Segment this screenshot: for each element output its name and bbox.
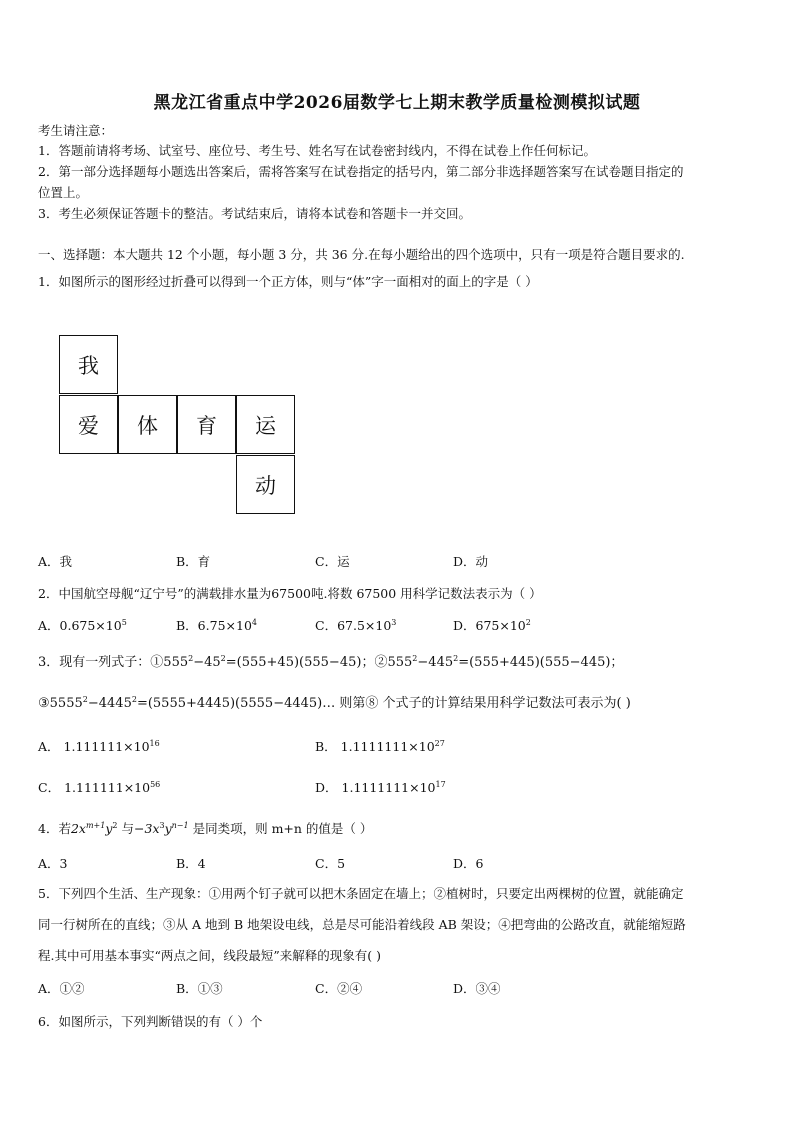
q3-option-d-base: 1.1111111×10 — [341, 780, 436, 795]
q4-stem — [38, 819, 372, 837]
q5-line: 程.其中可用基本事实“两点之间，线段最短”来解释的现象有( ) — [38, 948, 381, 963]
page-title: 黑龙江省重点中学2026届数学七上期末教学质量检测模拟试题 — [153, 93, 641, 113]
q4-option-c: C．5 — [315, 856, 346, 871]
q4-option-b: B．4 — [176, 856, 206, 871]
net-cell: 运 — [236, 395, 295, 454]
q4-monomial2: −3x — [134, 821, 160, 836]
q3-expr2-b: 445 — [428, 655, 454, 670]
net-cell: 育 — [177, 395, 236, 454]
q3-option-b — [315, 737, 445, 755]
q3-expr3-rest: =(5555+4445)(5555−4445)… — [136, 696, 336, 711]
q2-option-b-label: B．6.75×10 — [176, 618, 252, 633]
notice-item: 1．答题前请将考场、试室号、座位号、考生号、姓名写在试卷密封线内，不得在试卷上作任何标记。 — [38, 143, 596, 158]
q3-option-d-exp: 17 — [435, 780, 446, 789]
net-cell: 爱 — [59, 395, 118, 454]
q3-line1: 3．现有一列式子：$①555^2-45^2=(555+45)(555-45)$；$②555^2-445^2=(555+445)(555-445)$； — [38, 654, 624, 670]
q2-option-c — [315, 616, 396, 634]
q2-option-c-label: C．67.5×10 — [315, 618, 392, 633]
notice-item: 位置上。 — [38, 185, 89, 200]
q3-prefix: 3．现有一列式子： — [38, 655, 151, 670]
q5-option-a: A．①② — [38, 981, 85, 996]
q3-option-c-label: C． — [38, 780, 61, 795]
q2-option-a-exp: 5 — [121, 618, 127, 627]
q4-monomial2-yexp: n−1 — [171, 821, 189, 830]
q3-tail: 则第⑧ 个式子的计算结果用科学记数法可表示为( ) — [339, 696, 631, 711]
q3-option-d — [315, 778, 446, 796]
q4-option-a: A．3 — [38, 856, 68, 871]
q4-tail: 是同类项，则 m+n 的值是（ ） — [192, 821, 373, 836]
q3-option-a — [38, 737, 160, 755]
q4-mid: 与 — [121, 821, 135, 836]
net-cell: 动 — [236, 455, 295, 514]
q2-option-b — [176, 616, 257, 634]
q3-option-c-exp: 56 — [150, 780, 161, 789]
q1-option-b: B．育 — [176, 554, 211, 569]
q3-option-b-exp: 27 — [434, 739, 445, 748]
q6-stem: 6．如图所示，下列判断错误的有（ ）个 — [38, 1014, 263, 1029]
q2-option-d-exp: 2 — [525, 618, 531, 627]
q4-monomial1: 2x — [70, 821, 86, 836]
q3-option-a-base: 1.111111×10 — [63, 739, 150, 754]
q5-line: 5．下列四个生活、生产现象：①用两个钉子就可以把木条固定在墙上；②植树时，只要定出两棵树的位置，就能确定 — [38, 886, 684, 901]
q2-option-d — [453, 616, 531, 634]
net-cell: 我 — [59, 335, 118, 394]
q5-line: 同一行树所在的直线；③从 A 地到 B 地架设电线，总是尽可能沿着线段 AB 架设；④把弯曲的公路改直，就能缩短路 — [38, 917, 686, 932]
q2-option-d-label: D．675×10 — [453, 618, 526, 633]
q4-option-d: D．6 — [453, 856, 484, 871]
q5-option-c: C．②④ — [315, 981, 363, 996]
q2-option-a-label: A．0.675×10 — [38, 618, 122, 633]
notice-item: 3．考生必须保证答题卡的整洁。考试结束后，请将本试卷和答题卡一并交回。 — [38, 206, 471, 221]
q3-option-c-base: 1.111111×10 — [64, 780, 151, 795]
q2-stem: 2．中国航空母舰“辽宁号”的满载排水量为67500吨.将数 67500 用科学记数法表示为（ ） — [38, 586, 542, 601]
q4-monomial1-y: y — [105, 821, 113, 836]
q3-expr1-rest: =(555+45)(555−45)； — [225, 655, 375, 670]
q4-monomial2-y: y — [164, 821, 172, 836]
q3-option-a-exp: 16 — [149, 739, 160, 748]
q5-option-b: B．①③ — [176, 981, 223, 996]
q3-expr3-num: ③ — [38, 696, 50, 711]
q1-option-c: C．运 — [315, 554, 350, 569]
q2-option-c-exp: 3 — [391, 618, 397, 627]
q4-monomial1-xexp: m+1 — [85, 821, 106, 830]
q3-expr2-a: 555 — [387, 655, 413, 670]
q4-monomial1-yexp: 2 — [112, 821, 118, 830]
q1-option-a: A．我 — [38, 554, 73, 569]
q4-monomial2-xexp: 3 — [159, 821, 165, 830]
q3-expr2-num: ② — [374, 655, 388, 670]
section-heading: 一、选择题：本大题共 12 个小题，每小题 3 分，共 36 分.在每小题给出的四个选项中，只有一项是符合题目要求的. — [38, 247, 685, 262]
q1-stem: 1．如图所示的图形经过折叠可以得到一个正方体，则与“体”字一面相对的面上的字是（ ） — [38, 274, 538, 289]
q3-option-c — [38, 778, 160, 796]
q4-prefix: 4．若 — [38, 821, 71, 836]
q3-expr3-a: 5555 — [49, 696, 83, 711]
q5-option-d: D．③④ — [453, 981, 501, 996]
q3-expr3-b: 4445 — [98, 696, 132, 711]
q3-expr2-rest: =(555+445)(555−445)； — [458, 655, 624, 670]
q3-option-a-label: A． — [38, 739, 60, 754]
q1-option-d: D．动 — [453, 554, 489, 569]
q3-option-b-base: 1.1111111×10 — [340, 739, 435, 754]
q2-option-a — [38, 616, 127, 634]
q3-option-b-label: B． — [315, 739, 337, 754]
q3-option-d-label: D． — [315, 780, 338, 795]
notice-heading: 考生请注意： — [38, 123, 114, 138]
notice-item: 2．第一部分选择题每小题选出答案后，需将答案写在试卷指定的括号内，第二部分非选择题答案写在试卷题目指定的 — [38, 164, 684, 179]
q2-option-b-exp: 4 — [251, 618, 257, 627]
net-cell: 体 — [118, 395, 177, 454]
q3-expr1-a: 555 — [163, 655, 189, 670]
q3-line2: $③5555^2-4445^2=(5555+4445)(5555-4445)\dots$ 则第⑧ 个式子的计算结果用科学记数法可表示为( ) — [38, 695, 631, 711]
q3-expr1-b: 45 — [204, 655, 221, 670]
q3-expr1-num: ① — [150, 655, 164, 670]
